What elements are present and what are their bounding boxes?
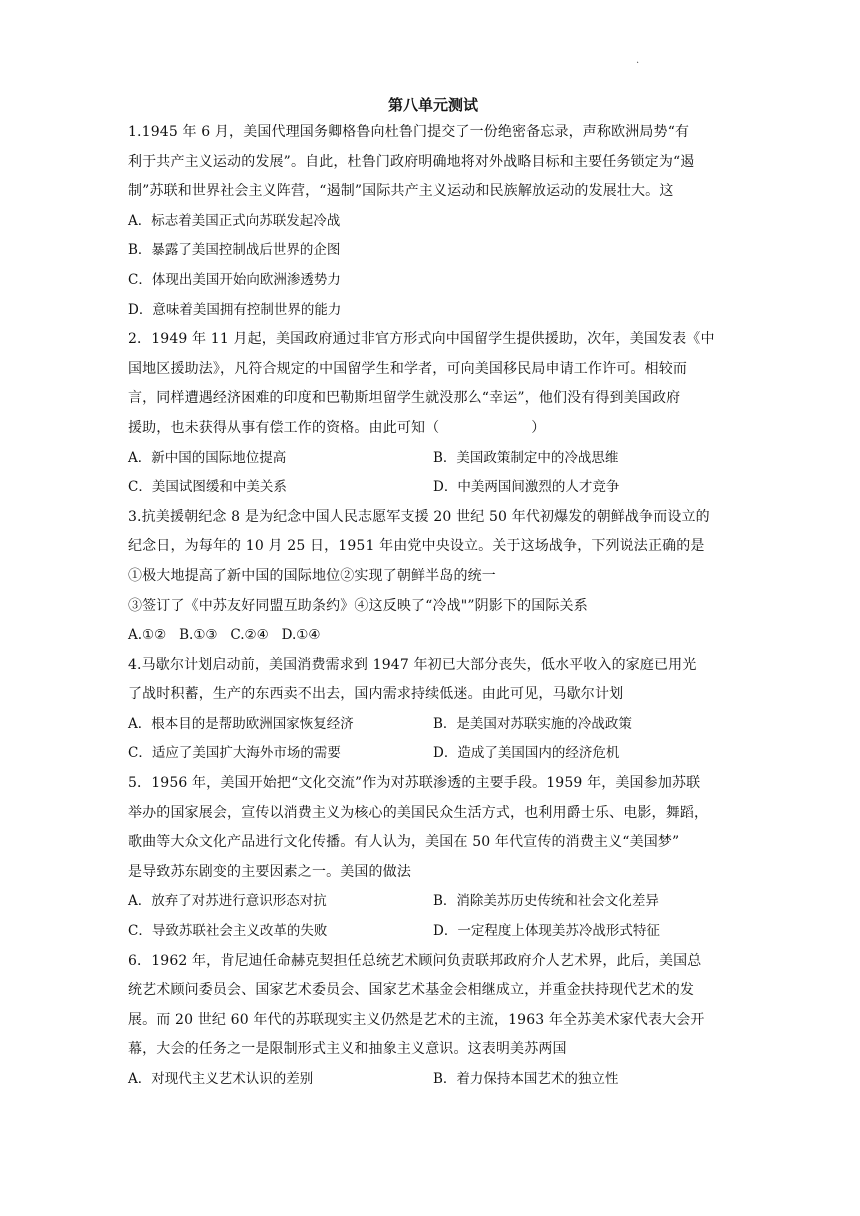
question-2-options-row-1 [128,444,738,474]
question-2-option-b: B．美国政策制定中的冷战思维 [433,449,619,466]
question-5-option-a: A．放弃了对苏进行意识形态对抗 [128,893,327,910]
question-6-line-1: 6．1962 年，肯尼迪任命赫克契担任总统艺术顾问负责联邦政府介人艺术界，此后，美国总 [128,952,702,969]
question-1 [128,118,738,325]
question-5 [128,769,738,947]
question-4-line-2: 了战时积蓄，生产的东西卖不出去，国内需求持续低迷。由此可见，马歇尔计划 [128,686,624,703]
question-4-option-a: A．根本目的是帮助欧洲国家恢复经济 [128,715,354,732]
question-2-option-d: D．中美两国间激烈的人才竞争 [433,479,620,496]
question-2 [128,325,738,503]
question-6-option-a: A．对现代主义艺术认识的差别 [128,1071,314,1087]
question-1-line-1: 1.1945 年 6 月，美国代理国务卿格鲁向杜鲁门提交了一份绝密备忘录，声称欧洲局势“有 [128,124,690,140]
question-5-options-row-2 [128,917,738,947]
question-2-option-c: C．美国试图缓和中美关系 [128,479,287,496]
question-3-options: A.①② B.①③ C.②④ D.①④ [128,627,321,644]
question-3-line-3: ①极大地提高了新中国的国际地位②实现了朝鲜半岛的统一 [128,567,496,584]
question-5-line-4: 是导致苏东剧变的主要因素之一。美国的做法 [128,863,411,880]
question-1-option-c: C．体现出美国开始向欧洲渗透势力 [128,271,341,288]
question-3-line-2: 纪念日，为每年的 10 月 25 日，1951 年由党中央设立。关于这场战争，下列说法正确的是 [128,538,705,555]
question-6-line-3: 展。而 20 世纪 60 年代的苏联现实主义仍然是艺术的主流，1963 年全苏美术家代表大会开 [128,1011,705,1028]
question-1-line-3: 制”苏联和世界社会主义阵营，“遏制”国际共产主义运动和民族解放运动的发展壮大。这 [128,183,674,200]
question-2-line-2: 国地区援助法》，凡符合规定的中国留学生和学者，可向美国移民局申请工作许可。相较而 [128,360,687,377]
test-page [128,96,738,1095]
question-4-option-b: B．是美国对苏联实施的冷战政策 [433,715,632,732]
question-5-option-d: D．一定程度上体现美苏冷战形式特征 [433,923,660,940]
question-3-line-1: 3.抗美援朝纪念 8 是为纪念中国人民志愿军支援 20 世纪 50 年代初爆发的朝鲜战争而设立的 [128,508,710,525]
question-1-option-d: D．意味着美国拥有控制世界的能力 [128,301,342,318]
question-1-line-2: 利于共产主义运动的发展”。自此，杜鲁门政府明确地将对外战略目标和主要任务锁定为“遏 [128,153,695,170]
question-5-options-row-1 [128,887,738,917]
question-5-line-2: 举办的国家展会，宣传以消费主义为核心的美国民众生活方式，也利用爵士乐、电影，舞蹈， [128,804,709,821]
question-1-option-b: B．暴露了美国控制战后世界的企图 [128,242,341,259]
question-2-line-4: 援助，也未获得从事有偿工作的资格。由此可知（ ） [128,419,546,436]
question-4-line-1: 4.马歇尔计划启动前，美国消费需求到 1947 年初已大部分丧失，低水平收入的家庭已用光 [128,656,697,673]
question-4-options-row-2 [128,739,738,769]
question-4-option-d: D．造成了美国国内的经济危机 [433,745,620,762]
question-2-options-row-2 [128,473,738,503]
question-6 [128,947,738,1095]
question-4-option-c: C．适应了美国扩大海外市场的需要 [128,745,341,762]
question-5-option-b: B．消除美苏历史传统和社会文化差异 [433,893,659,910]
question-4-options-row-1 [128,710,738,740]
question-3-line-4: ③签订了《中苏友好同盟互助条约》④这反映了“冷战"”阴影下的国际关系 [128,597,588,614]
question-2-line-3: 言，同样遭遇经济困难的印度和巴勒斯坦留学生就没那么“幸运”，他们没有得到美国政府 [128,390,681,407]
question-4 [128,651,738,769]
question-6-options-row-1 [128,1065,738,1095]
question-6-option-b: B．着力保持本国艺术的独立性 [433,1071,619,1087]
question-1-option-a: A．标志着美国正式向苏联发起冷战 [128,212,341,229]
question-2-option-a: A．新中国的国际地位提高 [128,449,287,466]
question-2-line-1: 2．1949 年 11 月起，美国政府通过非官方形式向中国留学生提供援助，次年，美国发表《中 [128,331,715,348]
question-6-line-2: 统艺术顾问委员会、国家艺术委员会、国家艺术基金会相继成立，并重金扶持现代艺术的发 [128,982,694,999]
question-3 [128,503,738,651]
question-6-line-4: 幕，大会的任务之一是限制形式主义和抽象主义意识。这表明美苏两国 [128,1041,567,1058]
question-5-option-c: C．导致苏联社会主义改革的失败 [128,923,328,940]
header-dot: . [636,55,640,66]
page-title: 第八单元测试 [387,96,478,114]
question-5-line-3: 歌曲等大众文化产品进行文化传播。有人认为，美国在 50 年代宣传的消费主义“美国梦” [128,834,680,851]
question-5-line-1: 5．1956 年，美国开始把“文化交流”作为对苏联渗透的主要手段。1959 年，美国参加苏联 [128,775,701,792]
